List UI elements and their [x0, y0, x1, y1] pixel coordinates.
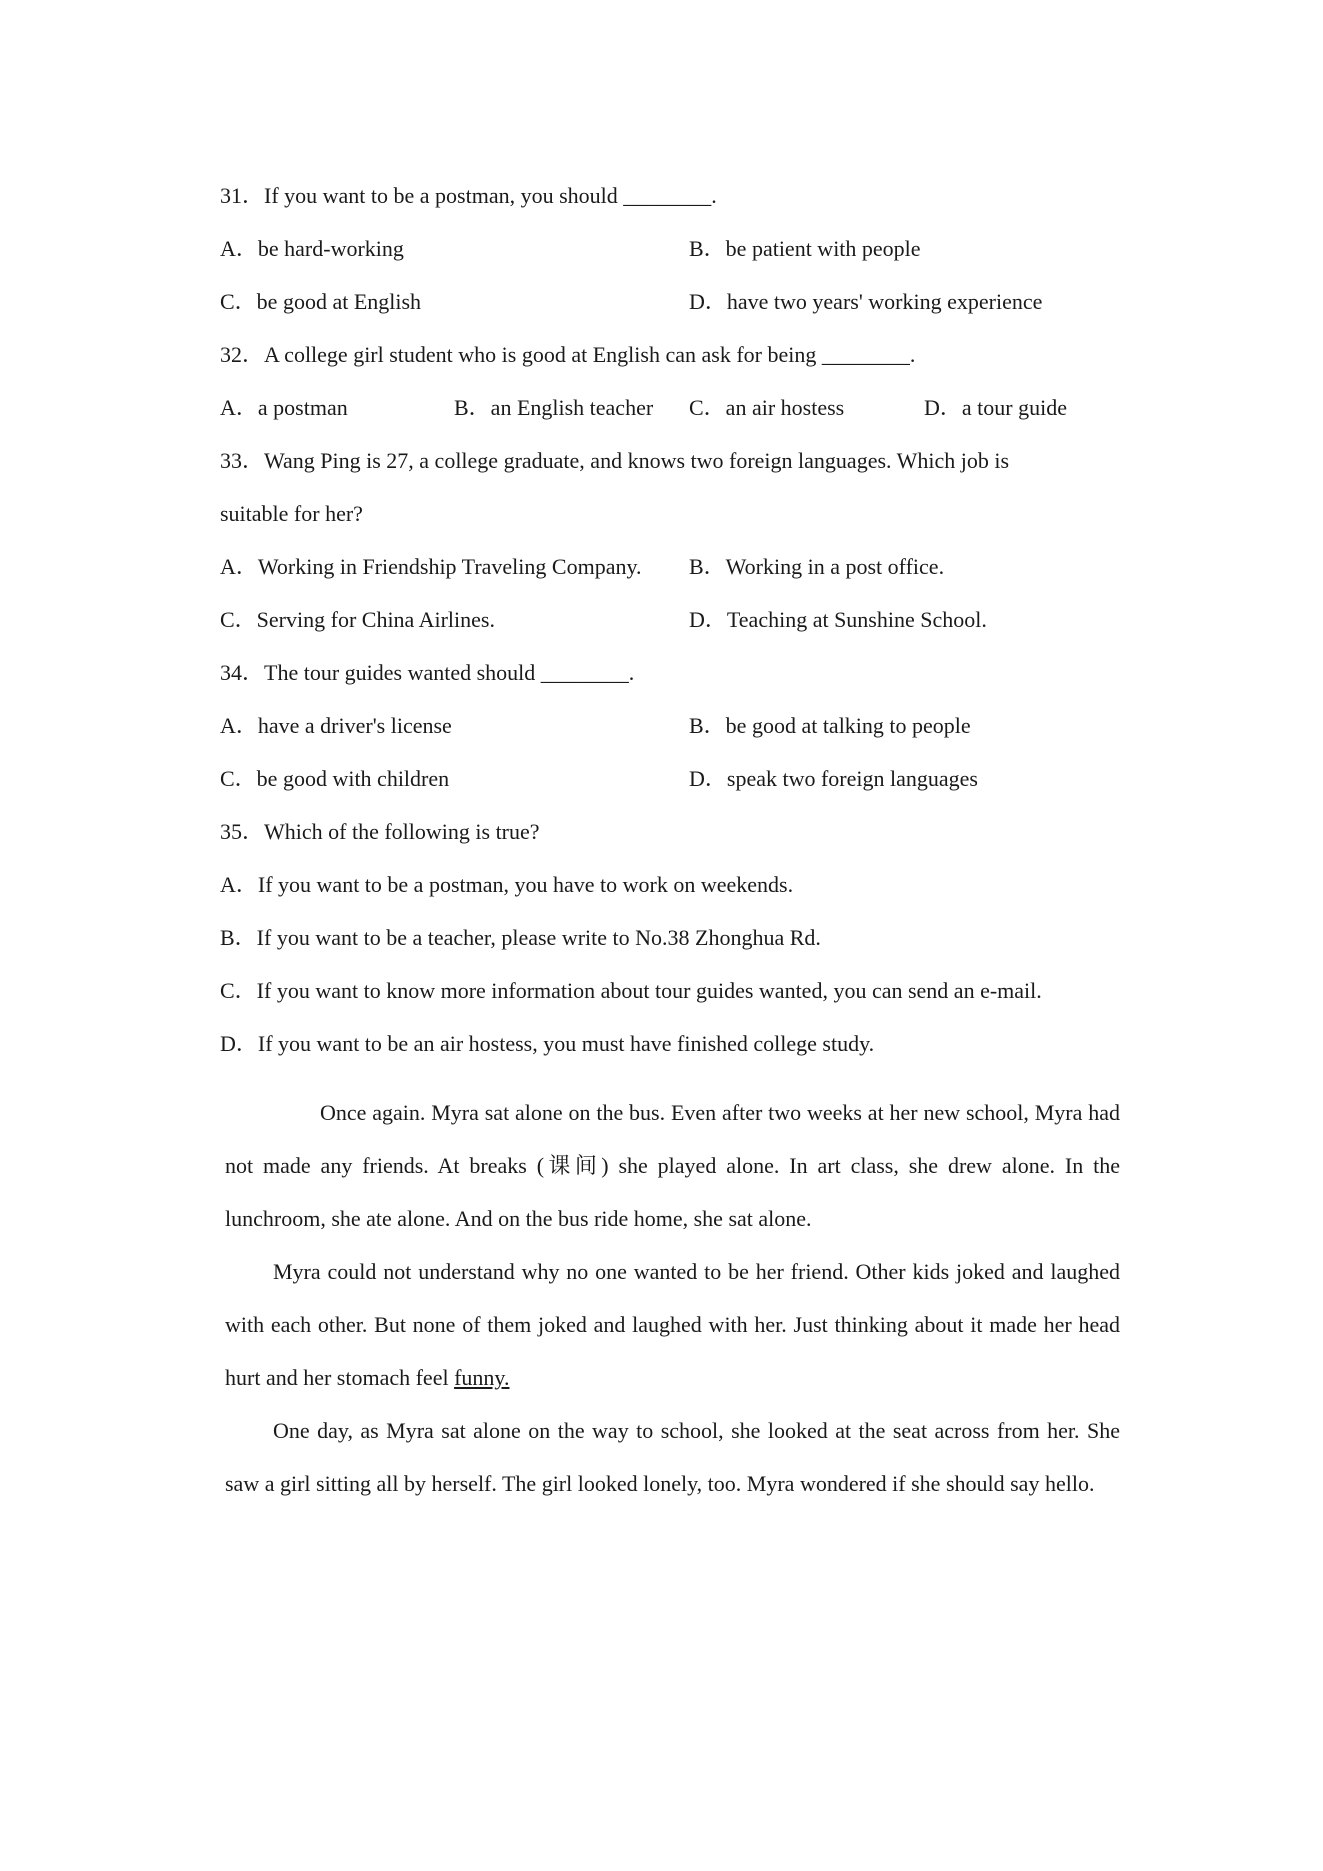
underlined-word-funny: funny. — [454, 1365, 510, 1390]
passage-paragraph-1: Once again. Myra sat alone on the bus. Even after two weeks at her new school, Myra had not made any friends. At breaks (课间) she played alone. In art class, she drew alone. In the lunchroom, she ate alone. And on the bus ride home, she sat alone. — [225, 1100, 1120, 1231]
question-31-option-c: C．be good at English — [220, 289, 422, 314]
passage-paragraph-3: One day, as Myra sat alone on the way to school, she looked at the seat across from her. She saw a girl sitting all by herself. The girl looked lonely, too. Myra wondered if she should say hello. — [225, 1418, 1120, 1496]
question-35-option-a: A．If you want to be a postman, you have to work on weekends. — [220, 872, 794, 897]
question-32-option-d: D．a tour guide — [924, 395, 1067, 420]
question-34-option-d: D．speak two foreign languages — [689, 766, 978, 791]
passage-paragraph-2-text: Myra could not understand why no one wanted to be her friend. Other kids joked and laughed with each other. But none of them joked and laughed with her. Just thinking about it made her head hurt and her stomach feel — [225, 1259, 1120, 1390]
question-31-option-a: A．be hard-working — [220, 236, 404, 261]
question-32-option-c: C．an air hostess — [689, 395, 845, 420]
question-33-option-d: D．Teaching at Sunshine School. — [689, 607, 987, 632]
question-35-option-d: D．If you want to be an air hostess, you must have finished college study. — [220, 1031, 875, 1056]
question-34-option-b: B．be good at talking to people — [689, 713, 971, 738]
question-33-option-b: B．Working in a post office. — [689, 554, 945, 579]
question-35-option-b: B．If you want to be a teacher, please write to No.38 Zhonghua Rd. — [220, 925, 821, 950]
question-34-stem: 34．The tour guides wanted should ________. — [220, 660, 635, 685]
reading-passage — [225, 1086, 1120, 1510]
question-35-option-c: C．If you want to know more information about tour guides wanted, you can send an e-mail. — [220, 978, 1042, 1003]
question-35-stem: 35．Which of the following is true? — [220, 819, 540, 844]
question-32-stem: 32．A college girl student who is good at English can ask for being ________. — [220, 342, 916, 367]
question-31-option-b: B．be patient with people — [689, 236, 921, 261]
question-32-option-b: B．an English teacher — [454, 395, 654, 420]
question-31-option-d: D．have two years' working experience — [689, 289, 1043, 314]
question-34-option-c: C．be good with children — [220, 766, 450, 791]
passage-paragraph-2 — [225, 1245, 1120, 1404]
question-32-option-a: A．a postman — [220, 395, 348, 420]
question-33-option-c: C．Serving for China Airlines. — [220, 607, 495, 632]
question-33-option-a: A．Working in Friendship Traveling Company. — [220, 554, 642, 579]
question-34-option-a: A．have a driver's license — [220, 713, 452, 738]
question-33-stem-continued: suitable for her? — [220, 501, 363, 526]
question-31-stem: 31．If you want to be a postman, you should ________. — [220, 183, 717, 208]
question-33-stem: 33．Wang Ping is 27, a college graduate, and knows two foreign languages. Which job is — [220, 448, 1010, 473]
